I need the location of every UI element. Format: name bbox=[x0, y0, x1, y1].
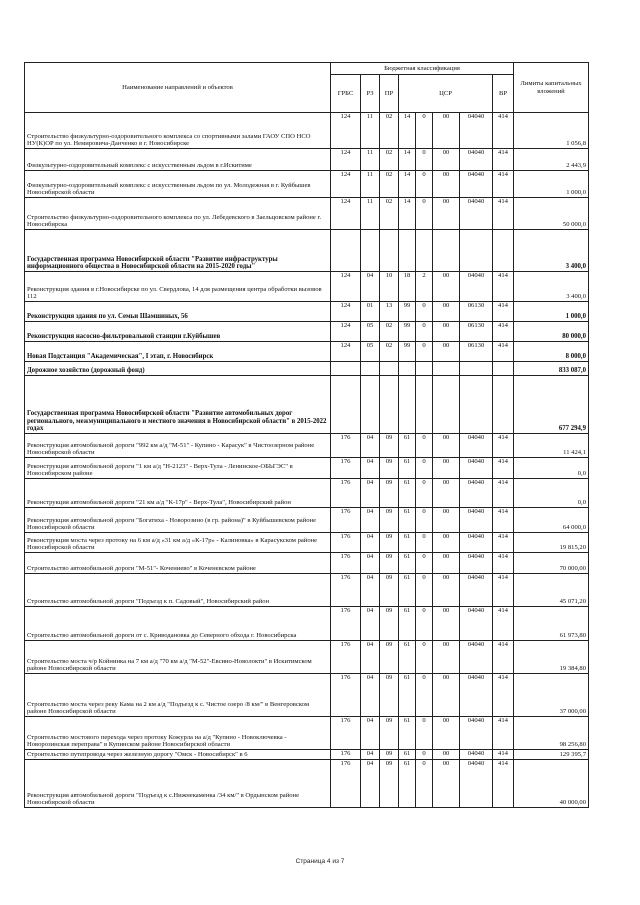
row-name: Реконструкция автомобильной дороги "992 км а/д "М-51" - Купино - Карасук" в Чистоозерном районе Новосибирской области bbox=[25, 434, 331, 458]
csr-cell-3: 00 bbox=[433, 553, 460, 574]
csr-cell-3: 00 bbox=[433, 458, 460, 479]
csr-cell-1: 61 bbox=[399, 750, 416, 760]
csr-cell-4: 04040 bbox=[460, 149, 493, 171]
csr-cell-2: 0 bbox=[416, 479, 433, 508]
csr-cell-4: 04040 bbox=[460, 553, 493, 574]
vr-cell: 414 bbox=[493, 553, 514, 574]
row-name: Строительство автомобильной дороги "М-51"- Кочениево" в Коченевском районе bbox=[25, 553, 331, 574]
pr-cell: 09 bbox=[380, 760, 399, 808]
vr-cell bbox=[493, 362, 514, 376]
rz-cell: 04 bbox=[361, 553, 380, 574]
pr-cell: 02 bbox=[380, 198, 399, 230]
rz-cell: 04 bbox=[361, 574, 380, 607]
csr-cell-2: 0 bbox=[416, 533, 433, 553]
pr-cell: 02 bbox=[380, 342, 399, 362]
grbs-cell: 176 bbox=[331, 458, 361, 479]
table-row bbox=[25, 434, 589, 458]
csr-cell-2 bbox=[416, 230, 433, 272]
row-limit: 70 000,00 bbox=[514, 553, 589, 574]
vr-cell: 414 bbox=[493, 171, 514, 198]
grbs-cell: 124 bbox=[331, 171, 361, 198]
pr-cell: 02 bbox=[380, 113, 399, 149]
csr-cell-4: 04040 bbox=[460, 607, 493, 641]
row-limit: 64 000,0 bbox=[514, 508, 589, 533]
row-name: Реконструкция автомобильной дороги "21 км а/д "К-17р" - Верх-Тула", Новосибирский район bbox=[25, 479, 331, 508]
table-body bbox=[25, 113, 589, 808]
csr-cell-4: 04040 bbox=[460, 113, 493, 149]
csr-cell-2 bbox=[416, 362, 433, 376]
row-limit: 50 000,0 bbox=[514, 198, 589, 230]
row-name: Физкультурно-оздоровительный комплекс с искусственным льдом по ул. Молодежная в г. Куйбышев Новосибирской области bbox=[25, 171, 331, 198]
rz-cell: 04 bbox=[361, 458, 380, 479]
grbs-cell: 124 bbox=[331, 302, 361, 322]
csr-cell-3: 00 bbox=[433, 113, 460, 149]
csr-cell-1: 14 bbox=[399, 149, 416, 171]
row-name: Реконструкция автомобильной дороги "1 км а/д "Н-2123" - Верх-Тула - Ленинское-ОБЬГЭС" в Новосибирском районе bbox=[25, 458, 331, 479]
pr-cell: 13 bbox=[380, 302, 399, 322]
table-row bbox=[25, 479, 589, 508]
pr-cell: 02 bbox=[380, 149, 399, 171]
csr-cell-4: 04040 bbox=[460, 574, 493, 607]
csr-cell-2 bbox=[416, 376, 433, 434]
grbs-cell: 176 bbox=[331, 434, 361, 458]
row-name: Строительство автомобильной дороги от с. Криводановка до Северного обхода г. Новосибирска bbox=[25, 607, 331, 641]
row-name: Реконструкция здания в г.Новосибирске по ул. Свердлова, 14 для размещения центра обработки вызовов 112 bbox=[25, 272, 331, 302]
vr-cell: 414 bbox=[493, 434, 514, 458]
csr-cell-3: 00 bbox=[433, 272, 460, 302]
pr-cell: 09 bbox=[380, 458, 399, 479]
csr-cell-1 bbox=[399, 376, 416, 434]
vr-cell: 414 bbox=[493, 479, 514, 508]
grbs-cell: 176 bbox=[331, 760, 361, 808]
vr-cell: 414 bbox=[493, 458, 514, 479]
vr-cell: 414 bbox=[493, 750, 514, 760]
csr-cell-3: 00 bbox=[433, 322, 460, 342]
row-name: Строительство автомобильной дороги "Подъезд к п. Садовый", Новосибирский район bbox=[25, 574, 331, 607]
table-row bbox=[25, 553, 589, 574]
pr-cell: 09 bbox=[380, 750, 399, 760]
table-row bbox=[25, 641, 589, 674]
csr-cell-4 bbox=[460, 230, 493, 272]
row-limit: 19 384,80 bbox=[514, 641, 589, 674]
csr-cell-1 bbox=[399, 230, 416, 272]
pr-cell: 09 bbox=[380, 553, 399, 574]
pr-cell: 09 bbox=[380, 434, 399, 458]
row-name: Реконструкция здания по ул. Семьи Шамшиных, 56 bbox=[25, 302, 331, 322]
rz-cell: 11 bbox=[361, 198, 380, 230]
csr-cell-3: 00 bbox=[433, 750, 460, 760]
table-row bbox=[25, 302, 589, 322]
table-row bbox=[25, 607, 589, 641]
vr-cell: 414 bbox=[493, 342, 514, 362]
row-limit: 2 443,9 bbox=[514, 149, 589, 171]
vr-cell: 414 bbox=[493, 149, 514, 171]
csr-cell-1: 61 bbox=[399, 533, 416, 553]
vr-cell: 414 bbox=[493, 508, 514, 533]
vr-cell: 414 bbox=[493, 607, 514, 641]
table-row bbox=[25, 198, 589, 230]
pr-cell: 09 bbox=[380, 607, 399, 641]
rz-cell bbox=[361, 376, 380, 434]
row-limit: 129 395,7 bbox=[514, 750, 589, 760]
csr-cell-2: 0 bbox=[416, 508, 433, 533]
table-row bbox=[25, 376, 589, 434]
csr-cell-4: 04040 bbox=[460, 674, 493, 717]
vr-header: ВР bbox=[493, 75, 514, 113]
csr-cell-4: 04040 bbox=[460, 458, 493, 479]
row-name: Строительство моста ч/р Койнинка на 7 км а/д "70 км а/д "М-52"-Евсино-Новолокти" в Искитимском районе Новосибирской области bbox=[25, 641, 331, 674]
csr-cell-1: 14 bbox=[399, 171, 416, 198]
rz-cell: 01 bbox=[361, 302, 380, 322]
rz-cell: 11 bbox=[361, 171, 380, 198]
csr-cell-2: 0 bbox=[416, 760, 433, 808]
csr-cell-3: 00 bbox=[433, 717, 460, 750]
row-name: Государственная программа Новосибирской области "Развитие инфраструктуры информационного общества в Новосибирской области на 2015-2020 годы" bbox=[25, 230, 331, 272]
row-name: Реконструкция моста через протоку на 6 км а/д «31 км а/д «К-17р» - Калиновка» в Карасукском районе Новосибирской области bbox=[25, 533, 331, 553]
csr-cell-1: 99 bbox=[399, 342, 416, 362]
csr-cell-4: 04040 bbox=[460, 717, 493, 750]
csr-cell-4: 04040 bbox=[460, 641, 493, 674]
csr-cell-2: 0 bbox=[416, 674, 433, 717]
csr-cell-2: 0 bbox=[416, 553, 433, 574]
row-limit: 677 294,9 bbox=[514, 376, 589, 434]
csr-cell-3: 00 bbox=[433, 533, 460, 553]
csr-cell-4: 04040 bbox=[460, 272, 493, 302]
csr-cell-3: 00 bbox=[433, 171, 460, 198]
table-row bbox=[25, 533, 589, 553]
csr-cell-2: 0 bbox=[416, 717, 433, 750]
rz-cell bbox=[361, 230, 380, 272]
table-row bbox=[25, 717, 589, 750]
csr-cell-4 bbox=[460, 362, 493, 376]
row-limit: 40 000,00 bbox=[514, 760, 589, 808]
csr-cell-2: 0 bbox=[416, 198, 433, 230]
csr-cell-4: 06130 bbox=[460, 302, 493, 322]
row-limit: 19 815,20 bbox=[514, 533, 589, 553]
csr-cell-1: 61 bbox=[399, 760, 416, 808]
csr-cell-3 bbox=[433, 362, 460, 376]
grbs-cell: 176 bbox=[331, 553, 361, 574]
rz-cell: 04 bbox=[361, 272, 380, 302]
grbs-cell bbox=[331, 376, 361, 434]
table-row bbox=[25, 362, 589, 376]
grbs-cell bbox=[331, 362, 361, 376]
vr-cell: 414 bbox=[493, 322, 514, 342]
csr-cell-4 bbox=[460, 376, 493, 434]
csr-cell-1: 61 bbox=[399, 508, 416, 533]
grbs-cell: 176 bbox=[331, 533, 361, 553]
grbs-cell: 124 bbox=[331, 113, 361, 149]
table-row bbox=[25, 322, 589, 342]
rz-cell: 05 bbox=[361, 322, 380, 342]
csr-cell-2: 0 bbox=[416, 458, 433, 479]
grbs-cell: 124 bbox=[331, 322, 361, 342]
row-name: Государственная программа Новосибирской области "Развитие автомобильных дорог регионального, межмуниципального и местного значения в Новосибирской области" в 2015-2022 годах bbox=[25, 376, 331, 434]
vr-cell: 414 bbox=[493, 760, 514, 808]
csr-cell-2: 0 bbox=[416, 149, 433, 171]
csr-cell-3: 00 bbox=[433, 607, 460, 641]
rz-cell: 11 bbox=[361, 149, 380, 171]
csr-cell-1: 61 bbox=[399, 717, 416, 750]
csr-cell-1: 99 bbox=[399, 302, 416, 322]
pr-cell: 09 bbox=[380, 717, 399, 750]
row-limit: 3 400,0 bbox=[514, 230, 589, 272]
grbs-cell: 176 bbox=[331, 508, 361, 533]
csr-cell-4: 04040 bbox=[460, 750, 493, 760]
grbs-cell: 176 bbox=[331, 607, 361, 641]
row-limit: 11 424,1 bbox=[514, 434, 589, 458]
row-limit: 37 000,00 bbox=[514, 674, 589, 717]
pr-cell: 09 bbox=[380, 508, 399, 533]
csr-cell-1: 61 bbox=[399, 458, 416, 479]
pr-cell: 10 bbox=[380, 272, 399, 302]
row-name: Физкультурно-оздоровительный комплекс с искусственным льдом в г.Искитиме bbox=[25, 149, 331, 171]
vr-cell: 414 bbox=[493, 198, 514, 230]
csr-cell-3: 00 bbox=[433, 302, 460, 322]
vr-cell: 414 bbox=[493, 674, 514, 717]
csr-cell-3: 00 bbox=[433, 574, 460, 607]
row-limit: 0,0 bbox=[514, 458, 589, 479]
pr-header: ПР bbox=[380, 75, 399, 113]
csr-cell-2: 0 bbox=[416, 607, 433, 641]
pr-cell bbox=[380, 230, 399, 272]
csr-cell-1: 61 bbox=[399, 434, 416, 458]
row-name: Строительство путепровода через железную дорогу "Омск - Новосибирск" в 6 bbox=[25, 750, 331, 760]
limit-column-header: Лимиты капитальных вложений bbox=[514, 63, 589, 113]
vr-cell: 414 bbox=[493, 302, 514, 322]
rz-cell: 11 bbox=[361, 113, 380, 149]
rz-cell: 04 bbox=[361, 434, 380, 458]
csr-cell-4: 06130 bbox=[460, 342, 493, 362]
vr-cell: 414 bbox=[493, 574, 514, 607]
grbs-cell: 176 bbox=[331, 479, 361, 508]
vr-cell: 414 bbox=[493, 717, 514, 750]
vr-cell bbox=[493, 376, 514, 434]
header-row-top bbox=[25, 63, 589, 75]
csr-cell-3: 00 bbox=[433, 641, 460, 674]
table-row bbox=[25, 574, 589, 607]
pr-cell bbox=[380, 362, 399, 376]
csr-cell-2: 0 bbox=[416, 302, 433, 322]
csr-cell-3: 00 bbox=[433, 760, 460, 808]
csr-cell-3: 00 bbox=[433, 479, 460, 508]
rz-cell: 05 bbox=[361, 342, 380, 362]
csr-cell-2: 0 bbox=[416, 574, 433, 607]
rz-cell: 04 bbox=[361, 717, 380, 750]
csr-cell-1: 14 bbox=[399, 113, 416, 149]
grbs-cell: 176 bbox=[331, 750, 361, 760]
table-row bbox=[25, 508, 589, 533]
row-limit: 1 000,0 bbox=[514, 171, 589, 198]
row-name: Строительство моста через реку Кама на 2 км а/д "Подъезд к с. Чистое озеро /8 км/" в Венгеровском районе Новосибирской области bbox=[25, 674, 331, 717]
csr-cell-1: 99 bbox=[399, 322, 416, 342]
csr-cell-3: 00 bbox=[433, 508, 460, 533]
row-limit: 833 087,0 bbox=[514, 362, 589, 376]
csr-cell-2: 0 bbox=[416, 113, 433, 149]
table-row bbox=[25, 750, 589, 760]
grbs-cell bbox=[331, 230, 361, 272]
table-row bbox=[25, 458, 589, 479]
row-limit: 1 056,8 bbox=[514, 113, 589, 149]
rz-cell: 04 bbox=[361, 508, 380, 533]
table-row bbox=[25, 171, 589, 198]
table-row bbox=[25, 113, 589, 149]
pr-cell: 09 bbox=[380, 574, 399, 607]
csr-cell-2: 2 bbox=[416, 272, 433, 302]
csr-cell-3: 00 bbox=[433, 149, 460, 171]
name-column-header: Наименование направлений и объектов bbox=[25, 63, 331, 113]
csr-cell-1: 61 bbox=[399, 674, 416, 717]
row-name: Строительство физкультурно-оздоровительного комплекса со спортивными залами ГАОУ СПО НСО НУ(К)ОР по ул. Немировича-Данченко в г. Новосибирске bbox=[25, 113, 331, 149]
csr-cell-1: 14 bbox=[399, 198, 416, 230]
row-name: Реконструкция автомобильной дороги "Подъезд к с.Нижнекаменка /34 км/" в Ордынском районе Новосибирской области bbox=[25, 760, 331, 808]
csr-cell-4: 04040 bbox=[460, 434, 493, 458]
csr-cell-4: 04040 bbox=[460, 171, 493, 198]
csr-cell-3: 00 bbox=[433, 342, 460, 362]
page-footer: Страница 4 из 7 bbox=[295, 858, 345, 865]
grbs-cell: 176 bbox=[331, 674, 361, 717]
row-limit: 45 071,20 bbox=[514, 574, 589, 607]
rz-cell: 04 bbox=[361, 607, 380, 641]
grbs-cell: 176 bbox=[331, 641, 361, 674]
csr-cell-1: 61 bbox=[399, 553, 416, 574]
csr-cell-4: 04040 bbox=[460, 198, 493, 230]
csr-cell-2: 0 bbox=[416, 322, 433, 342]
pr-cell: 02 bbox=[380, 322, 399, 342]
csr-cell-2: 0 bbox=[416, 641, 433, 674]
row-name: Реконструкция насосно-фильтровальной станции г.Куйбышев bbox=[25, 322, 331, 342]
grbs-cell: 124 bbox=[331, 149, 361, 171]
pr-cell bbox=[380, 376, 399, 434]
rz-cell: 04 bbox=[361, 674, 380, 717]
csr-header: ЦСР bbox=[399, 75, 493, 113]
csr-cell-1: 61 bbox=[399, 641, 416, 674]
grbs-cell: 124 bbox=[331, 342, 361, 362]
rz-header: РЗ bbox=[361, 75, 380, 113]
grbs-header: ГРБС bbox=[331, 75, 361, 113]
pr-cell: 09 bbox=[380, 674, 399, 717]
csr-cell-4: 04040 bbox=[460, 508, 493, 533]
csr-cell-1: 61 bbox=[399, 607, 416, 641]
csr-cell-2: 0 bbox=[416, 434, 433, 458]
csr-cell-3: 00 bbox=[433, 674, 460, 717]
csr-cell-3: 00 bbox=[433, 198, 460, 230]
csr-cell-1: 18 bbox=[399, 272, 416, 302]
budget-classification-header: Бюджетная классификация bbox=[331, 63, 514, 75]
rz-cell: 04 bbox=[361, 533, 380, 553]
table-row bbox=[25, 272, 589, 302]
row-limit: 98 256,80 bbox=[514, 717, 589, 750]
vr-cell: 414 bbox=[493, 272, 514, 302]
table-row bbox=[25, 674, 589, 717]
rz-cell: 04 bbox=[361, 479, 380, 508]
rz-cell: 04 bbox=[361, 760, 380, 808]
row-limit: 61 973,80 bbox=[514, 607, 589, 641]
pr-cell: 09 bbox=[380, 641, 399, 674]
row-name: Строительство физкультурно-оздоровительного комплекса по ул. Лебедевского в Заельцовском районе г. Новосибирска bbox=[25, 198, 331, 230]
row-limit: 0,0 bbox=[514, 479, 589, 508]
csr-cell-4: 06130 bbox=[460, 322, 493, 342]
pr-cell: 09 bbox=[380, 479, 399, 508]
grbs-cell: 124 bbox=[331, 198, 361, 230]
csr-cell-4: 04040 bbox=[460, 533, 493, 553]
grbs-cell: 176 bbox=[331, 574, 361, 607]
table-row bbox=[25, 760, 589, 808]
csr-cell-1 bbox=[399, 362, 416, 376]
rz-cell: 04 bbox=[361, 750, 380, 760]
row-limit: 80 000,0 bbox=[514, 322, 589, 342]
vr-cell: 414 bbox=[493, 113, 514, 149]
csr-cell-2: 0 bbox=[416, 342, 433, 362]
row-name: Дорожное хозяйство (дорожный фонд) bbox=[25, 362, 331, 376]
vr-cell: 414 bbox=[493, 533, 514, 553]
row-limit: 1 000,0 bbox=[514, 302, 589, 322]
csr-cell-2: 0 bbox=[416, 171, 433, 198]
row-name: Новая Подстанция "Академическая", I этап, г. Новосибирск bbox=[25, 342, 331, 362]
table-row bbox=[25, 230, 589, 272]
vr-cell: 414 bbox=[493, 641, 514, 674]
csr-cell-4: 04040 bbox=[460, 479, 493, 508]
csr-cell-3 bbox=[433, 230, 460, 272]
row-name: Реконструкция автомобильной дороги "Богатиха - Новорозино (в гр. района)" в Куйбышевском районе Новосибирской области bbox=[25, 508, 331, 533]
row-name: Строительство мостового перехода через протоку Кожурла на а/д "Купино - Новоключевка - Новорозинская переправа" в Купинском районе Новосибирской области bbox=[25, 717, 331, 750]
row-limit: 3 400,0 bbox=[514, 272, 589, 302]
table-row bbox=[25, 149, 589, 171]
grbs-cell: 176 bbox=[331, 717, 361, 750]
table-row bbox=[25, 342, 589, 362]
csr-cell-4: 04040 bbox=[460, 760, 493, 808]
row-limit: 8 000,0 bbox=[514, 342, 589, 362]
pr-cell: 09 bbox=[380, 533, 399, 553]
csr-cell-3 bbox=[433, 376, 460, 434]
grbs-cell: 124 bbox=[331, 272, 361, 302]
csr-cell-1: 61 bbox=[399, 479, 416, 508]
pr-cell: 02 bbox=[380, 171, 399, 198]
budget-table bbox=[24, 62, 589, 808]
csr-cell-2: 0 bbox=[416, 750, 433, 760]
csr-cell-3: 00 bbox=[433, 434, 460, 458]
rz-cell: 04 bbox=[361, 641, 380, 674]
vr-cell bbox=[493, 230, 514, 272]
rz-cell bbox=[361, 362, 380, 376]
csr-cell-1: 61 bbox=[399, 574, 416, 607]
